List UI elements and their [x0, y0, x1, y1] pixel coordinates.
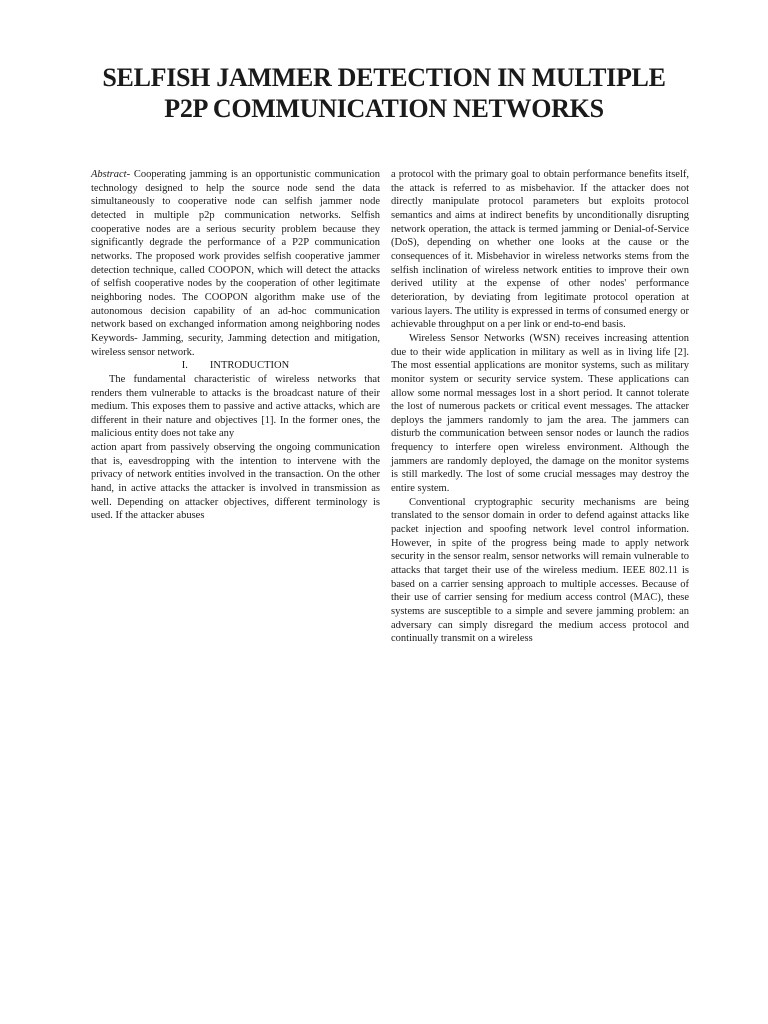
- abstract-label: Abstract-: [91, 169, 131, 180]
- abstract-text: Cooperating jamming is an opportunistic communication technology designed to help the source node send the data simultaneously to cooperative node can selfish jammer node detected in multiple p2p communication networks. Selfish cooperative nodes are a serious security problem because they significantly degrade the performance of a P2P communication networks. The proposed work provides selfish cooperative jammer detection technique, called COOPON, which will detect the attacks of selfish cooperative nodes by the cooperation of other legitimate neighboring nodes. The COOPON algorithm make use of the autonomous decision capability of an ad-hoc communication network based on exchanged information among neighboring nodes Keywords- Jamming, security, Jamming detection and mitigation, wireless sensor network.: [91, 169, 380, 358]
- right-paragraph-1: a protocol with the primary goal to obtain performance benefits itself, the attack is referred to as misbehavior. If the attacker does not directly manipulate protocol parameters but exploits protocol semantics and aims at indirect benefits by unconditionally disrupting network operation, the attack is termed jamming or Denial-of-Service (DoS), depending on whether one looks at the cause or the consequences of it. Misbehavior in wireless networks stems from the selfish inclination of wireless network entities to improve their own derived utility at the expense of other nodes' performance deterioration, by deviating from legitimate protocol operation at various layers. The utility is expressed in terms of consumed energy or achievable throughput on a per link or end-to-end basis.: [391, 169, 689, 331]
- section-heading-introduction: [91, 359, 380, 373]
- section-title: INTRODUCTION: [209, 360, 290, 372]
- paper-title: SELFISH JAMMER DETECTION IN MULTIPLE P2P COMMUNICATION NETWORKS: [102, 63, 666, 123]
- right-paragraph-3: Conventional cryptographic security mechanisms are being translated to the sensor domain in order to defend against attacks like packet injection and spoofing network level control information. However, in spite of the progress being made to apply network security in the sensor realm, sensor networks will remain vulnerable to attacks that target their use of the wireless medium. IEEE 802.11 is based on a carrier sensing approach to multiple accesses. Because of their use of carrier sensing for medium access control (MAC), these systems are susceptible to a simple and severe jamming problem: an adversary can simply disregard the medium access protocol and continually transmit on a wireless: [391, 496, 689, 645]
- intro-paragraph-2: action apart from passively observing the ongoing communication that is, eavesdropping with the intention to intervene with the privacy of network entities involved in the transaction. On the other hand, in active attacks the attacker is involved in transmission as well. Depending on attacker objectives, different terminology is used. If the attacker abuses: [91, 442, 380, 522]
- abstract: [91, 168, 380, 359]
- right-column: [391, 168, 689, 646]
- right-paragraph-2: Wireless Sensor Networks (WSN) receives increasing attention due to their wide application in military as well as in living life [2]. The most essential applications are monitor systems, such as military monitor system or security service system. These applications can allow some normal messages lost in a short period. It cannot tolerate the lost of numerous packets or critical event messages. The attacker deploys the jammers randomly to jam the area. The jammers can disturb the communication between sensor nodes or launch the radios frequency to interfere open wireless environment. Although the jammers are randomly deployed, the damage on the monitor systems is still markedly. The lost of some crucial messages may destroy the entire system.: [391, 332, 689, 495]
- section-number: I.: [181, 360, 188, 372]
- intro-paragraph-1: The fundamental characteristic of wireless networks that renders them vulnerable to attacks is the broadcast nature of their medium. This exposes them to passive and active attacks, which are different in their nature and objectives [1]. In the former ones, the malicious entity does not take any: [91, 373, 380, 440]
- left-column: [91, 168, 380, 523]
